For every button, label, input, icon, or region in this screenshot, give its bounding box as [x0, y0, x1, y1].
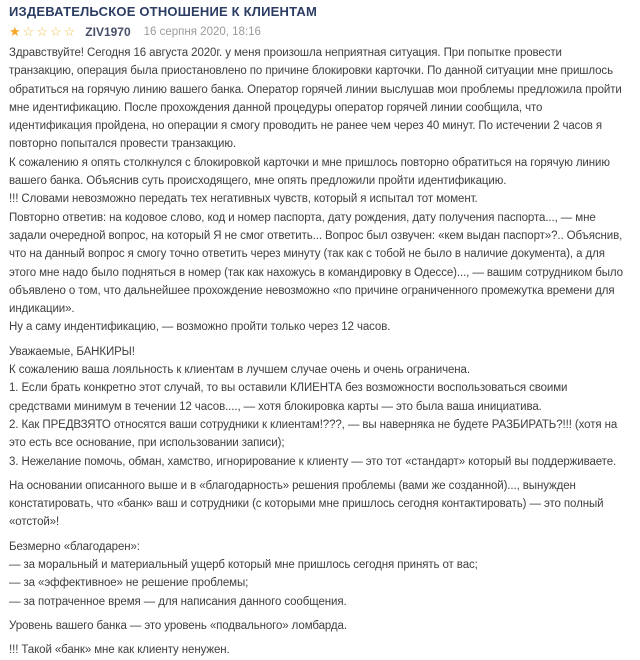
star-filled-icon: ★: [9, 24, 23, 39]
review-paragraph: Уровень вашего банка — это уровень «подвального» ломбарда.: [9, 619, 347, 632]
rating-stars: [9, 25, 77, 39]
review-paragraph: Повторно ответив: на кодовое слово, код и номер паспорта, дату рождения, дату получения паспорта..., — мне задали очередной вопрос, на который Я не смог ответить... Вопрос был озвучен: «кем выдан паспорт»?.. Объяснив, что на данный вопрос я смогу точно ответить через минуту (так как с тобой не было в наличие документа), а для этого мне надо было подняться в номер (так как нахожусь в командировку в Одессе)..., — вашим сотрудником было объявлено о том, что дальнейшее прохождение невозможно «по причине ограниченного промежутка времени для индикации».: [9, 211, 623, 316]
review-paragraph: К сожалению ваша лояльность к клиентам в лучшем случае очень и очень ограничена.: [9, 364, 470, 377]
star-empty-icon: ☆: [22, 24, 37, 39]
review-paragraph: 3. Нежелание помочь, обман, хамство, игнорирование к клиенту — это тот «стандарт» который вы поддерживаете.: [9, 455, 617, 468]
review-body: [9, 44, 628, 660]
star-empty-icon: ☆: [49, 24, 64, 39]
star-empty-icon: ☆: [63, 24, 78, 39]
review-author-link[interactable]: ZIV1970: [85, 25, 131, 39]
review-paragraph: — за моральный и материальный ущерб который мне пришлось сегодня принять от вас;: [9, 559, 478, 572]
review-paragraph: !!! Такой «банк» мне как клиенту ненужен.: [9, 644, 230, 657]
review-paragraph: 2. Как ПРЕДВЗЯТО относятся ваши сотрудники к клиентам!???, — вы наверняка не будете РАЗБИРАТЬ?!!! (хотя на это есть все основание, при использовании записи);: [9, 418, 618, 450]
review-paragraph: Безмерно «благодарен»:: [9, 540, 140, 553]
review-date: 16 серпня 2020, 18:16: [143, 26, 261, 38]
review-paragraph: !!! Словами невозможно передать тех негативных чувств, который я испытал тот момент.: [9, 193, 478, 206]
review-paragraph: — за потраченное время — для написания данного сообщения.: [9, 595, 347, 608]
review-title[interactable]: ИЗДЕВАТЕЛЬСКОЕ ОТНОШЕНИЕ К КЛИЕНТАМ: [9, 4, 318, 19]
review-meta: [9, 24, 628, 40]
review-paragraph: Уважаемые, БАНКИРЫ!: [9, 345, 135, 358]
review-paragraph: На основании описанного выше и в «благодарность» решения проблемы (вами же созданной)..., вынужден констатировать, что «банк» ваш и сотрудники (с которыми мне пришлось сегодня контактировать) — это полный «отстой»!: [9, 479, 604, 529]
star-empty-icon: ☆: [36, 24, 50, 39]
review-paragraph: Ну а саму индентификацию, — возможно пройти только через 12 часов.: [9, 321, 391, 334]
review-paragraph: Здравствуйте! Сегодня 16 августа 2020г. у меня произошла неприятная ситуация. При попытке провести транзакцию, операция была приостановлено по причине блокировки карточки. По данной ситуации мне пришлось обратиться на горячую линию вашего банка. Оператор горячей линии выслушав мои проблемы предложила пройти мне идентификацию. После прохождения данной процедуры оператор горячей линии сообщила, что идентификация пройдена, но операции я смогу проводить не ранее чем через 40 минут. По истечении 2 часов я повторно попытался провести транзакцию.: [9, 47, 622, 151]
review-paragraph: — за «эффективное» не решение проблемы;: [9, 577, 249, 590]
review-paragraph: 1. Если брать конкретно этот случай, то вы оставили КЛИЕНТА без возможности воспользоваться своими средствами минимум в течении 12 часов...., — хотя блокировка карты — это была ваша инициатива.: [9, 382, 568, 413]
review-paragraph: К сожалению я опять столкнулся с блокировкой карточки и мне пришлось повторно обратиться на горячую линию вашего банка. Объяснив суть происходящего, мне опять предложили пройти идентификацию.: [9, 156, 610, 188]
